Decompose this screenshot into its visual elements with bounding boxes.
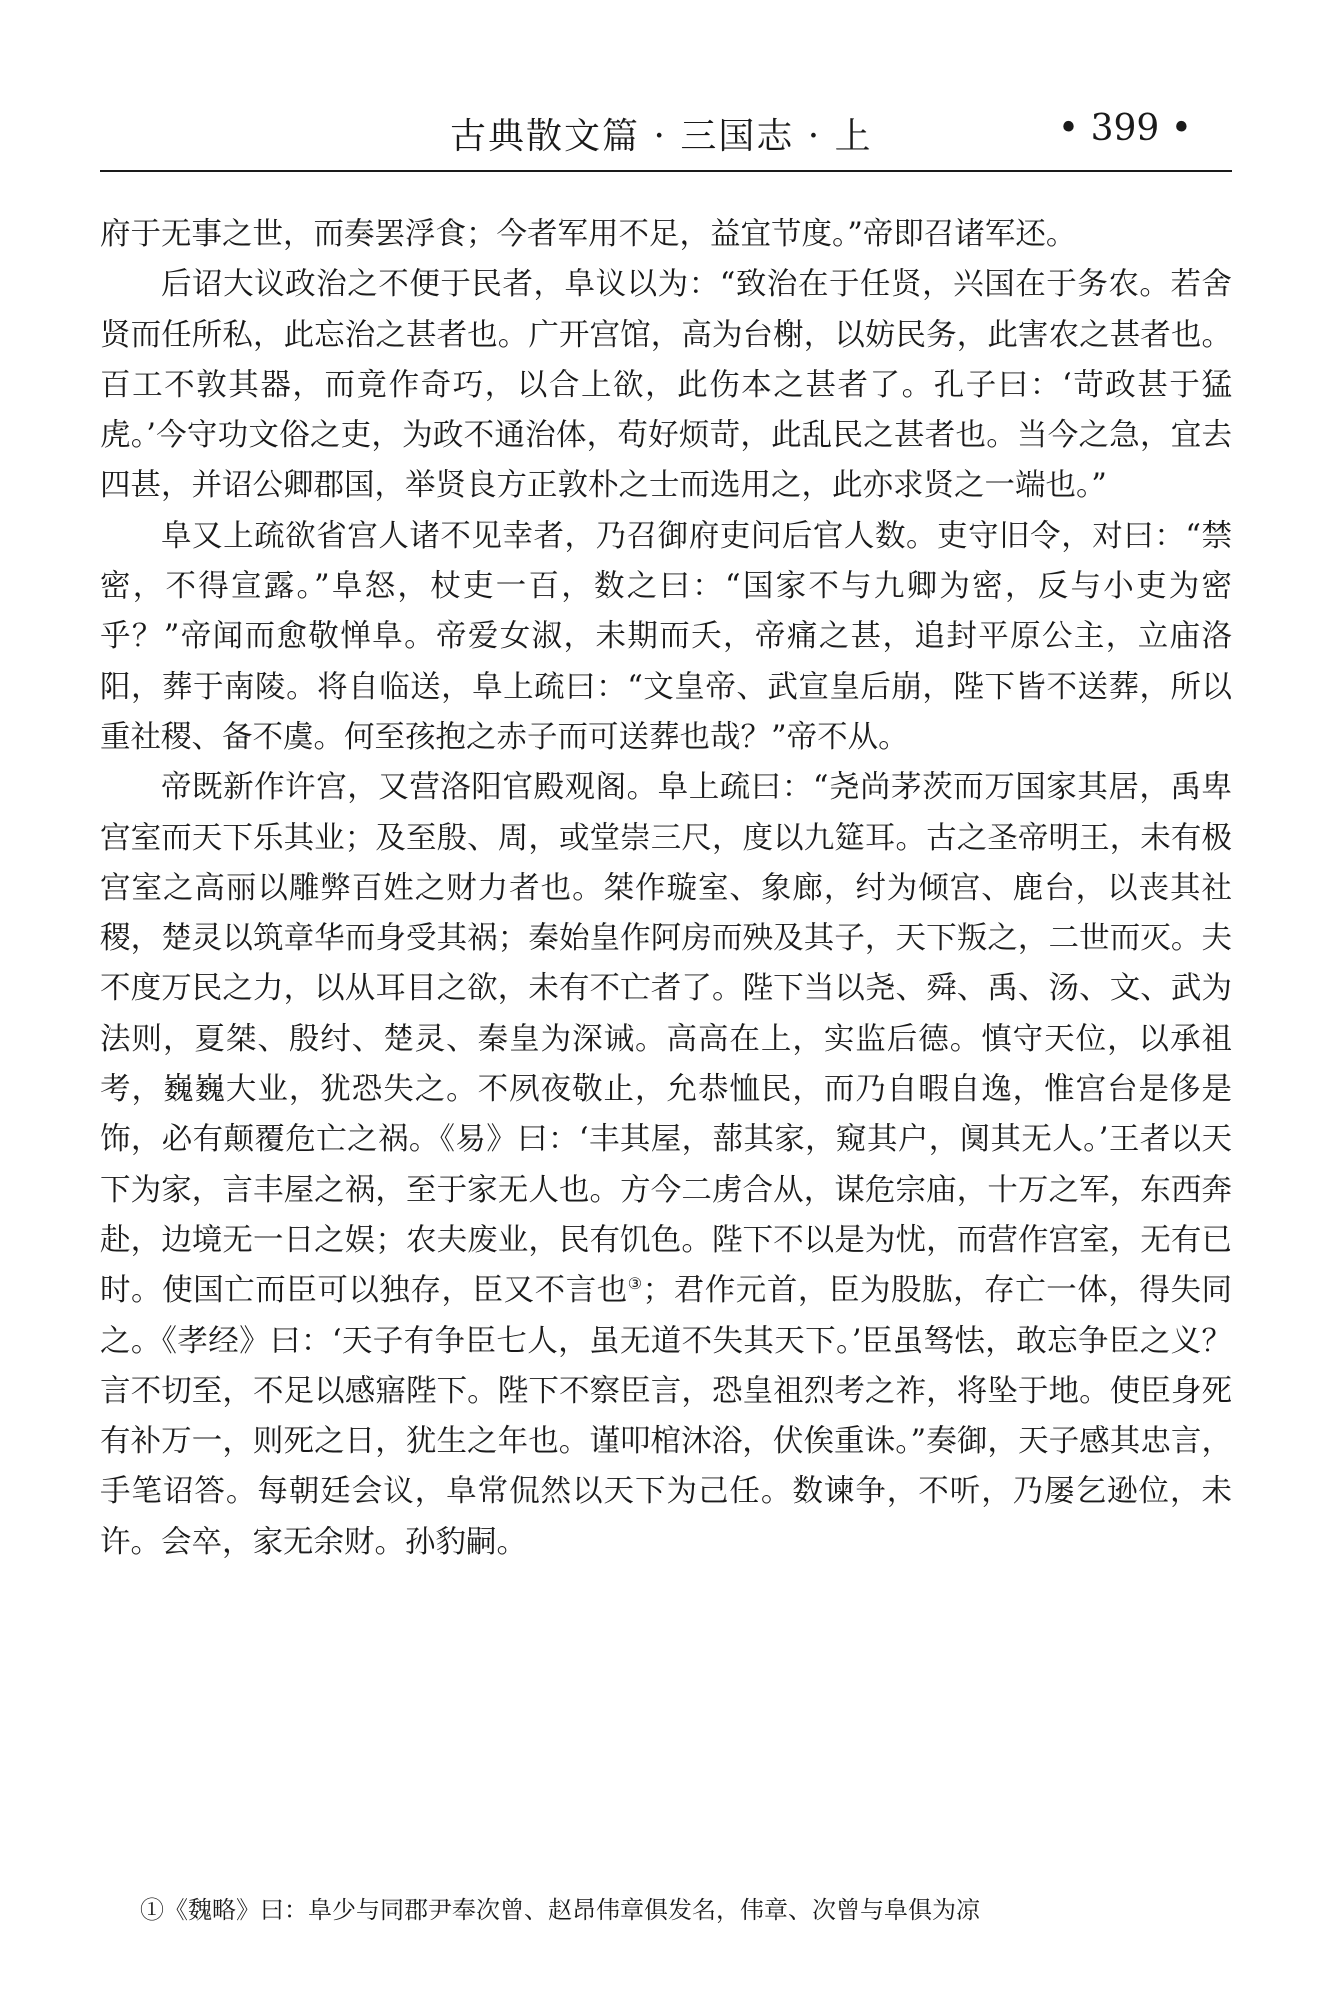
- paragraph-text: 阜又上疏欲省宫人诸不见幸者，乃召御府吏问后官人数。吏守旧令，对曰：“禁密，不得宣露。”阜怒，杖吏一百，数之曰：“国家不与九卿为密，反与小吏为密乎？”帝闻而愈敬惮阜。帝爱女淑，未期而夭，帝痛之甚，追封平原公主，立庙洛阳，葬于南陵。将自临送，阜上疏曰：“文皇帝、武宣皇后崩，陛下皆不送葬，所以重社稷、备不虞。何至孩抱之赤子而可送葬也哉？”帝不从。: [100, 518, 1232, 755]
- header-divider: [100, 170, 1232, 172]
- footnote: ①《魏略》曰：阜少与同郡尹奉次曾、赵昂伟章俱发名，伟章、次曾与阜俱为凉: [140, 1896, 980, 1924]
- paragraph-text: 府于无事之世，而奏罢浮食；今者军用不足，益宜节度。”帝即召诸军还。: [100, 217, 1077, 252]
- paragraph-3: [100, 512, 1232, 763]
- main-text: [100, 210, 1232, 1568]
- footnote-marker[interactable]: ③: [627, 1274, 643, 1294]
- paragraph-4: [100, 763, 1232, 1568]
- page-number: • 399 •: [1057, 108, 1192, 149]
- running-header: [100, 96, 1232, 176]
- paragraph-text: 帝既新作许宫，又营洛阳官殿观阁。阜上疏曰：“尧尚茅茨而万国家其居，禹卑宫室而天下乐其业；及至殷、周，或堂崇三尺，度以九筵耳。古之圣帝明王，未有极宫室之高丽以雕弊百姓之财力者也。桀作璇室、象廊，纣为倾宫、鹿台，以丧其社稷，楚灵以筑章华而身受其祸；秦始皇作阿房而殃及其子，天下叛之，二世而灭。夫不度万民之力，以从耳目之欲，未有不亡者了。陛下当以尧、舜、禹、汤、文、武为法则，夏桀、殷纣、楚灵、秦皇为深诫。高高在上，实监后德。慎守天位，以承祖考，巍巍大业，犹恐失之。不夙夜敬止，允恭恤民，而乃自暇自逸，惟宫台是侈是饰，必有颠覆危亡之祸。《易》曰：‘丰其屋，蔀其家，窥其户，阒其无人。’王者以天下为家，言丰屋之祸，至于家无人也。方今二虏合从，谋危宗庙，十万之军，东西奔赴，边境无一日之娱；农夫废业，民有饥色。陛下不以是为忧，而营作宫室，无有已时。使国亡而臣可以独存，臣又不言也: [100, 770, 1232, 1309]
- paragraph-2: [100, 260, 1232, 511]
- header-title: 古典散文篇 · 三国志 · 上: [450, 116, 873, 157]
- paragraph-1: [100, 210, 1232, 260]
- paragraph-text-continued: ；君作元首，臣为股肱，存亡一体，得失同之。《孝经》曰：‘天子有争臣七人，虽无道不失其天下。’臣虽驽怯，敢忘争臣之义？言不切至，不足以感寤陛下。陛下不察臣言，恐皇祖烈考之祚，将坠于地。使臣身死有补万一，则死之日，犹生之年也。谨叩棺沐浴，伏俟重诛。”奏御，天子感其忠言，手笔诏答。每朝廷会议，阜常侃然以天下为己任。数谏争，不听，乃屡乞逊位，未许。会卒，家无余财。孙豹嗣。: [100, 1273, 1232, 1560]
- paragraph-text: 后诏大议政治之不便于民者，阜议以为：“致治在于任贤，兴国在于务农。若舍贤而任所私，此忘治之甚者也。广开宫馆，高为台榭，以妨民务，此害农之甚者也。百工不敦其器，而竟作奇巧，以合上欲，此伤本之甚者了。孔子曰：‘苛政甚于猛虎。’今守功文俗之吏，为政不通治体，苟好烦苛，此乱民之甚者也。当今之急，宜去四甚，并诏公卿郡国，举贤良方正敦朴之士而选用之，此亦求贤之一端也。”: [100, 267, 1232, 504]
